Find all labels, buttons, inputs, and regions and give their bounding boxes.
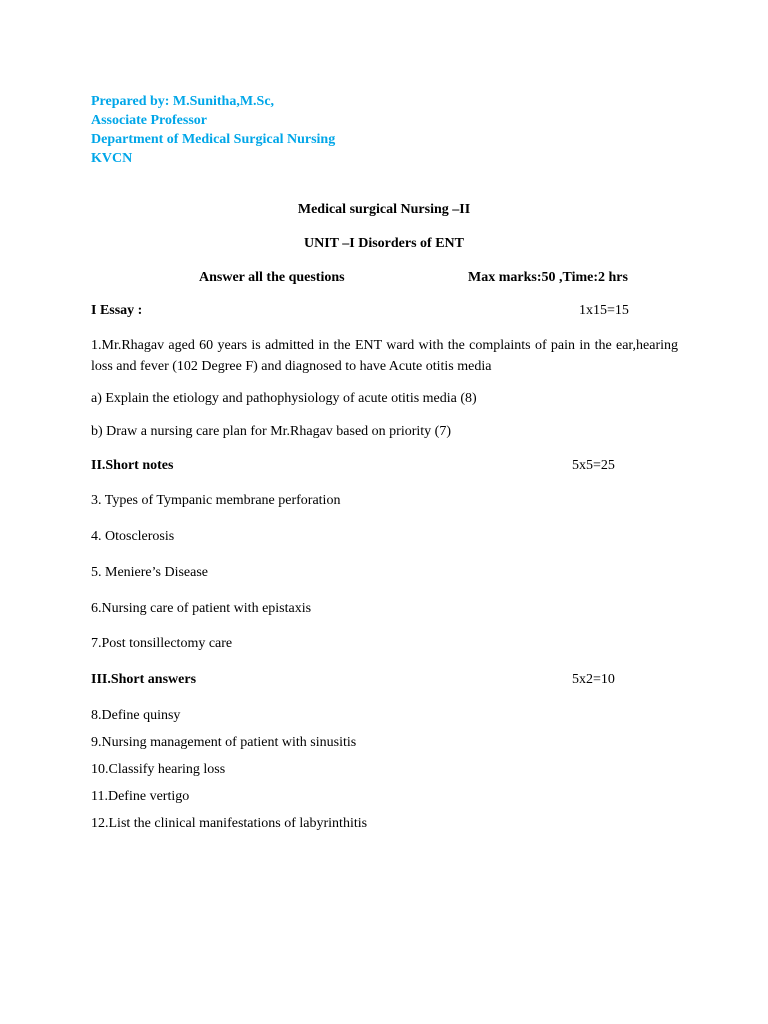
unit-title: UNIT –I Disorders of ENT — [304, 236, 464, 251]
essay-question-1: 1.Mr.Rhagav aged 60 years is admitted in the ENT ward with the complaints of pain in the ear,hearing loss and fever (102 Degree F) and diagnosed to have Acute otitis media — [91, 338, 678, 374]
short-answers-marks: 5x2=10 — [572, 672, 615, 687]
author-designation: Associate Professor — [91, 113, 207, 128]
short-note-item: 5. Meniere’s Disease — [91, 565, 209, 580]
essay-marks: 1x15=15 — [579, 303, 629, 318]
short-note-item: 6.Nursing care of patient with epistaxis — [91, 601, 312, 616]
short-answer-item: 12.List the clinical manifestations of labyrinthitis — [91, 816, 368, 831]
author-name: Prepared by: M.Sunitha,M.Sc, — [91, 94, 275, 109]
short-answer-item: 10.Classify hearing loss — [91, 762, 226, 777]
short-notes-marks: 5x5=25 — [572, 458, 615, 473]
short-answer-item: 11.Define vertigo — [91, 789, 190, 804]
short-note-item: 7.Post tonsillectomy care — [91, 636, 233, 651]
author-institution: KVCN — [91, 151, 133, 166]
short-answer-item: 8.Define quinsy — [91, 708, 181, 723]
essay-part-b: b) Draw a nursing care plan for Mr.Rhagav based on priority (7) — [91, 424, 452, 439]
exam-title: Medical surgical Nursing –II — [297, 202, 471, 217]
short-answers-heading: III.Short answers — [91, 672, 197, 687]
short-answer-item: 9.Nursing management of patient with sinusitis — [91, 735, 357, 750]
max-marks-text: Max marks:50 ,Time:2 hrs — [468, 270, 628, 285]
author-department: Department of Medical Surgical Nursing — [91, 132, 336, 147]
short-notes-heading: II.Short notes — [91, 458, 174, 473]
short-note-item: 3. Types of Tympanic membrane perforation — [91, 493, 341, 508]
short-note-item: 4. Otosclerosis — [91, 529, 175, 544]
author-block — [91, 92, 335, 168]
essay-part-a: a) Explain the etiology and pathophysiology of acute otitis media (8) — [91, 391, 477, 406]
instruction-text: Answer all the questions — [199, 270, 345, 285]
essay-heading: I Essay : — [91, 303, 143, 318]
